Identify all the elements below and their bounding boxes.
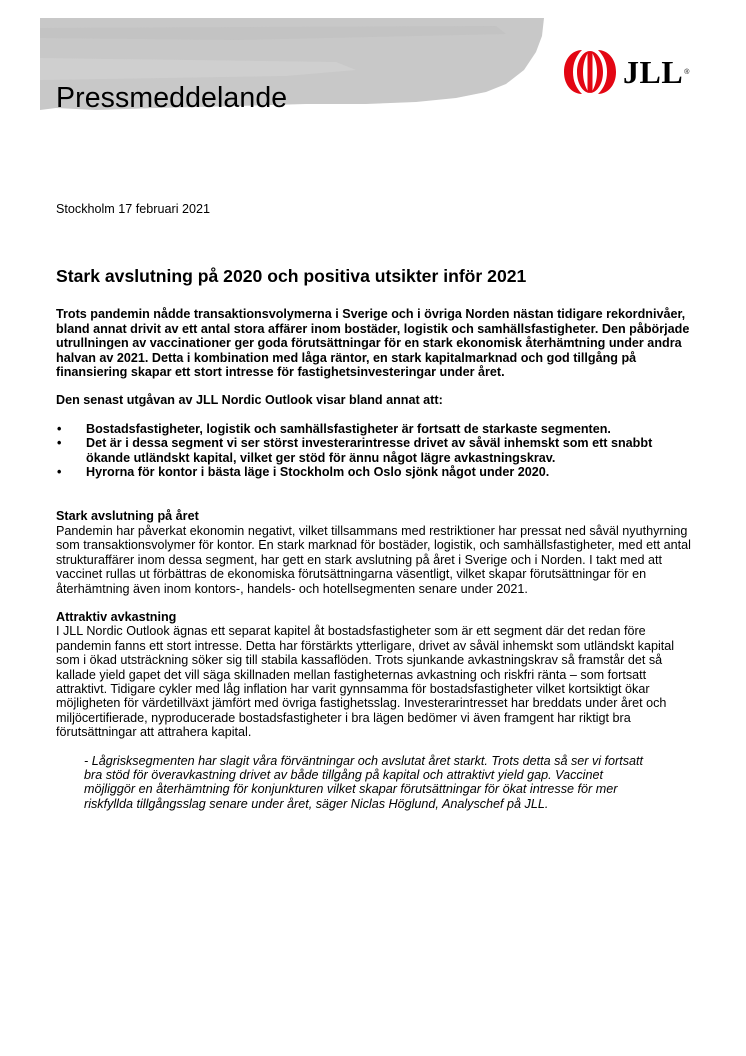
- list-item: • Bostadsfastigheter, logistik och samhällsfastigheter är fortsatt de starkaste segmenten.: [56, 422, 696, 436]
- dateline: Stockholm 17 februari 2021: [56, 202, 211, 216]
- section-heading: Attraktiv avkastning: [56, 609, 177, 624]
- jll-logo-icon: [560, 48, 620, 96]
- lead-paragraph: Trots pandemin nådde transaktionsvolymerna i Sverige och i övriga Norden nästan tidigare rekordnivåer, bland annat drivit av ett antal stora affärer inom bostäder, logistik och samhällsfastigheter. Den påbörjade utrullningen av vaccinationer ger goda förutsättningar för en stark ekonomisk återhämtning under andra halvan av 2021. Detta i kombination med låga räntor, en stark kapitalmarknad och god tillgång på finansiering skapar ett stort intresse för fastighetsinvesteringar under året.: [56, 307, 690, 380]
- page-title: Pressmeddelande: [56, 82, 288, 114]
- key-findings-list: [56, 422, 696, 480]
- jll-logo: [560, 48, 689, 96]
- jll-logo-wordmark: JLL: [623, 54, 684, 90]
- press-release-body: [56, 202, 696, 811]
- quote-paragraph: - Lågrisksegmenten har slagit våra förväntningar och avslutat året starkt. Trots detta så ser vi fortsatt bra stöd för överavkastning drivet av både tillgång på kapital och attraktivt yield gap. Vaccinet möjliggör en återhämtning för konjunkturen vilket skapar förutsättningar för ökat intresse för mer riskfyllda tillgångsslag senare under året, säger Niclas Höglund, Analyschef på JLL.: [84, 753, 644, 811]
- section-body: I JLL Nordic Outlook ägnas ett separat kapitel åt bostadsfastigheter som är ett segment där det redan före pandemin fanns ett stort intresse. Detta har förstärkts ytterligare, drivet av såväl inhemskt som utländskt kapital som i ökad utsträckning söker sig till stabila kassaflöden. Trots sjunkande avkastningskrav så framstår det så kallade yield gapet det vill säga skillnaden mellan fastigheternas avkastning och riskfri ränta – som fortsatt attraktivt. Tidigare cykler med låg inflation har varit gynnsamma för bostadsfastigheter vilket kortsiktigt ökar möjligheten för värdetillväxt jämfört med övriga fastighetsslag. Investerarintresset har breddats under året och miljöcertifierade, nyproducerade bostadsfastigheter i bra lägen bedömer vi även framgent har riktigt bra förutsättningar att attrahera kapital.: [56, 624, 675, 740]
- bullet-intro: Den senast utgåvan av JLL Nordic Outlook visar bland annat att:: [56, 393, 443, 408]
- list-item: • Det är i dessa segment vi ser störst investerarintresse drivet av såväl inhemskt som ett snabbt ökande utländskt kapital, vilket ger stöd för ännu något lägre avkastningskrav.: [56, 436, 696, 465]
- section-heading: Stark avslutning på året: [56, 509, 199, 524]
- section-body: Pandemin har påverkat ekonomin negativt, vilket tillsammans med restriktioner har pressat ned såväl nyuthyrning som transaktionsvolymer för kontor. En stark marknad för bostäder, logistik, och samhällsfastigheter, med ett antal strukturaffärer inom dessa segment, har gett en stark avslutning på året i Sverige och i Norden. I takt med att vaccinet rullas ut förbättras de ekonomiska förutsättningarna väsentligt, vilket skapar förutsättningar för en återhämtning även inom kontors-, handels- och hotellsegmenten senare under 2021.: [56, 523, 691, 596]
- registered-mark: ®: [684, 68, 690, 76]
- list-item: • Hyrorna för kontor i bästa läge i Stockholm och Oslo sjönk något under 2020.: [56, 465, 696, 479]
- headline: Stark avslutning på 2020 och positiva utsikter inför 2021: [56, 266, 527, 287]
